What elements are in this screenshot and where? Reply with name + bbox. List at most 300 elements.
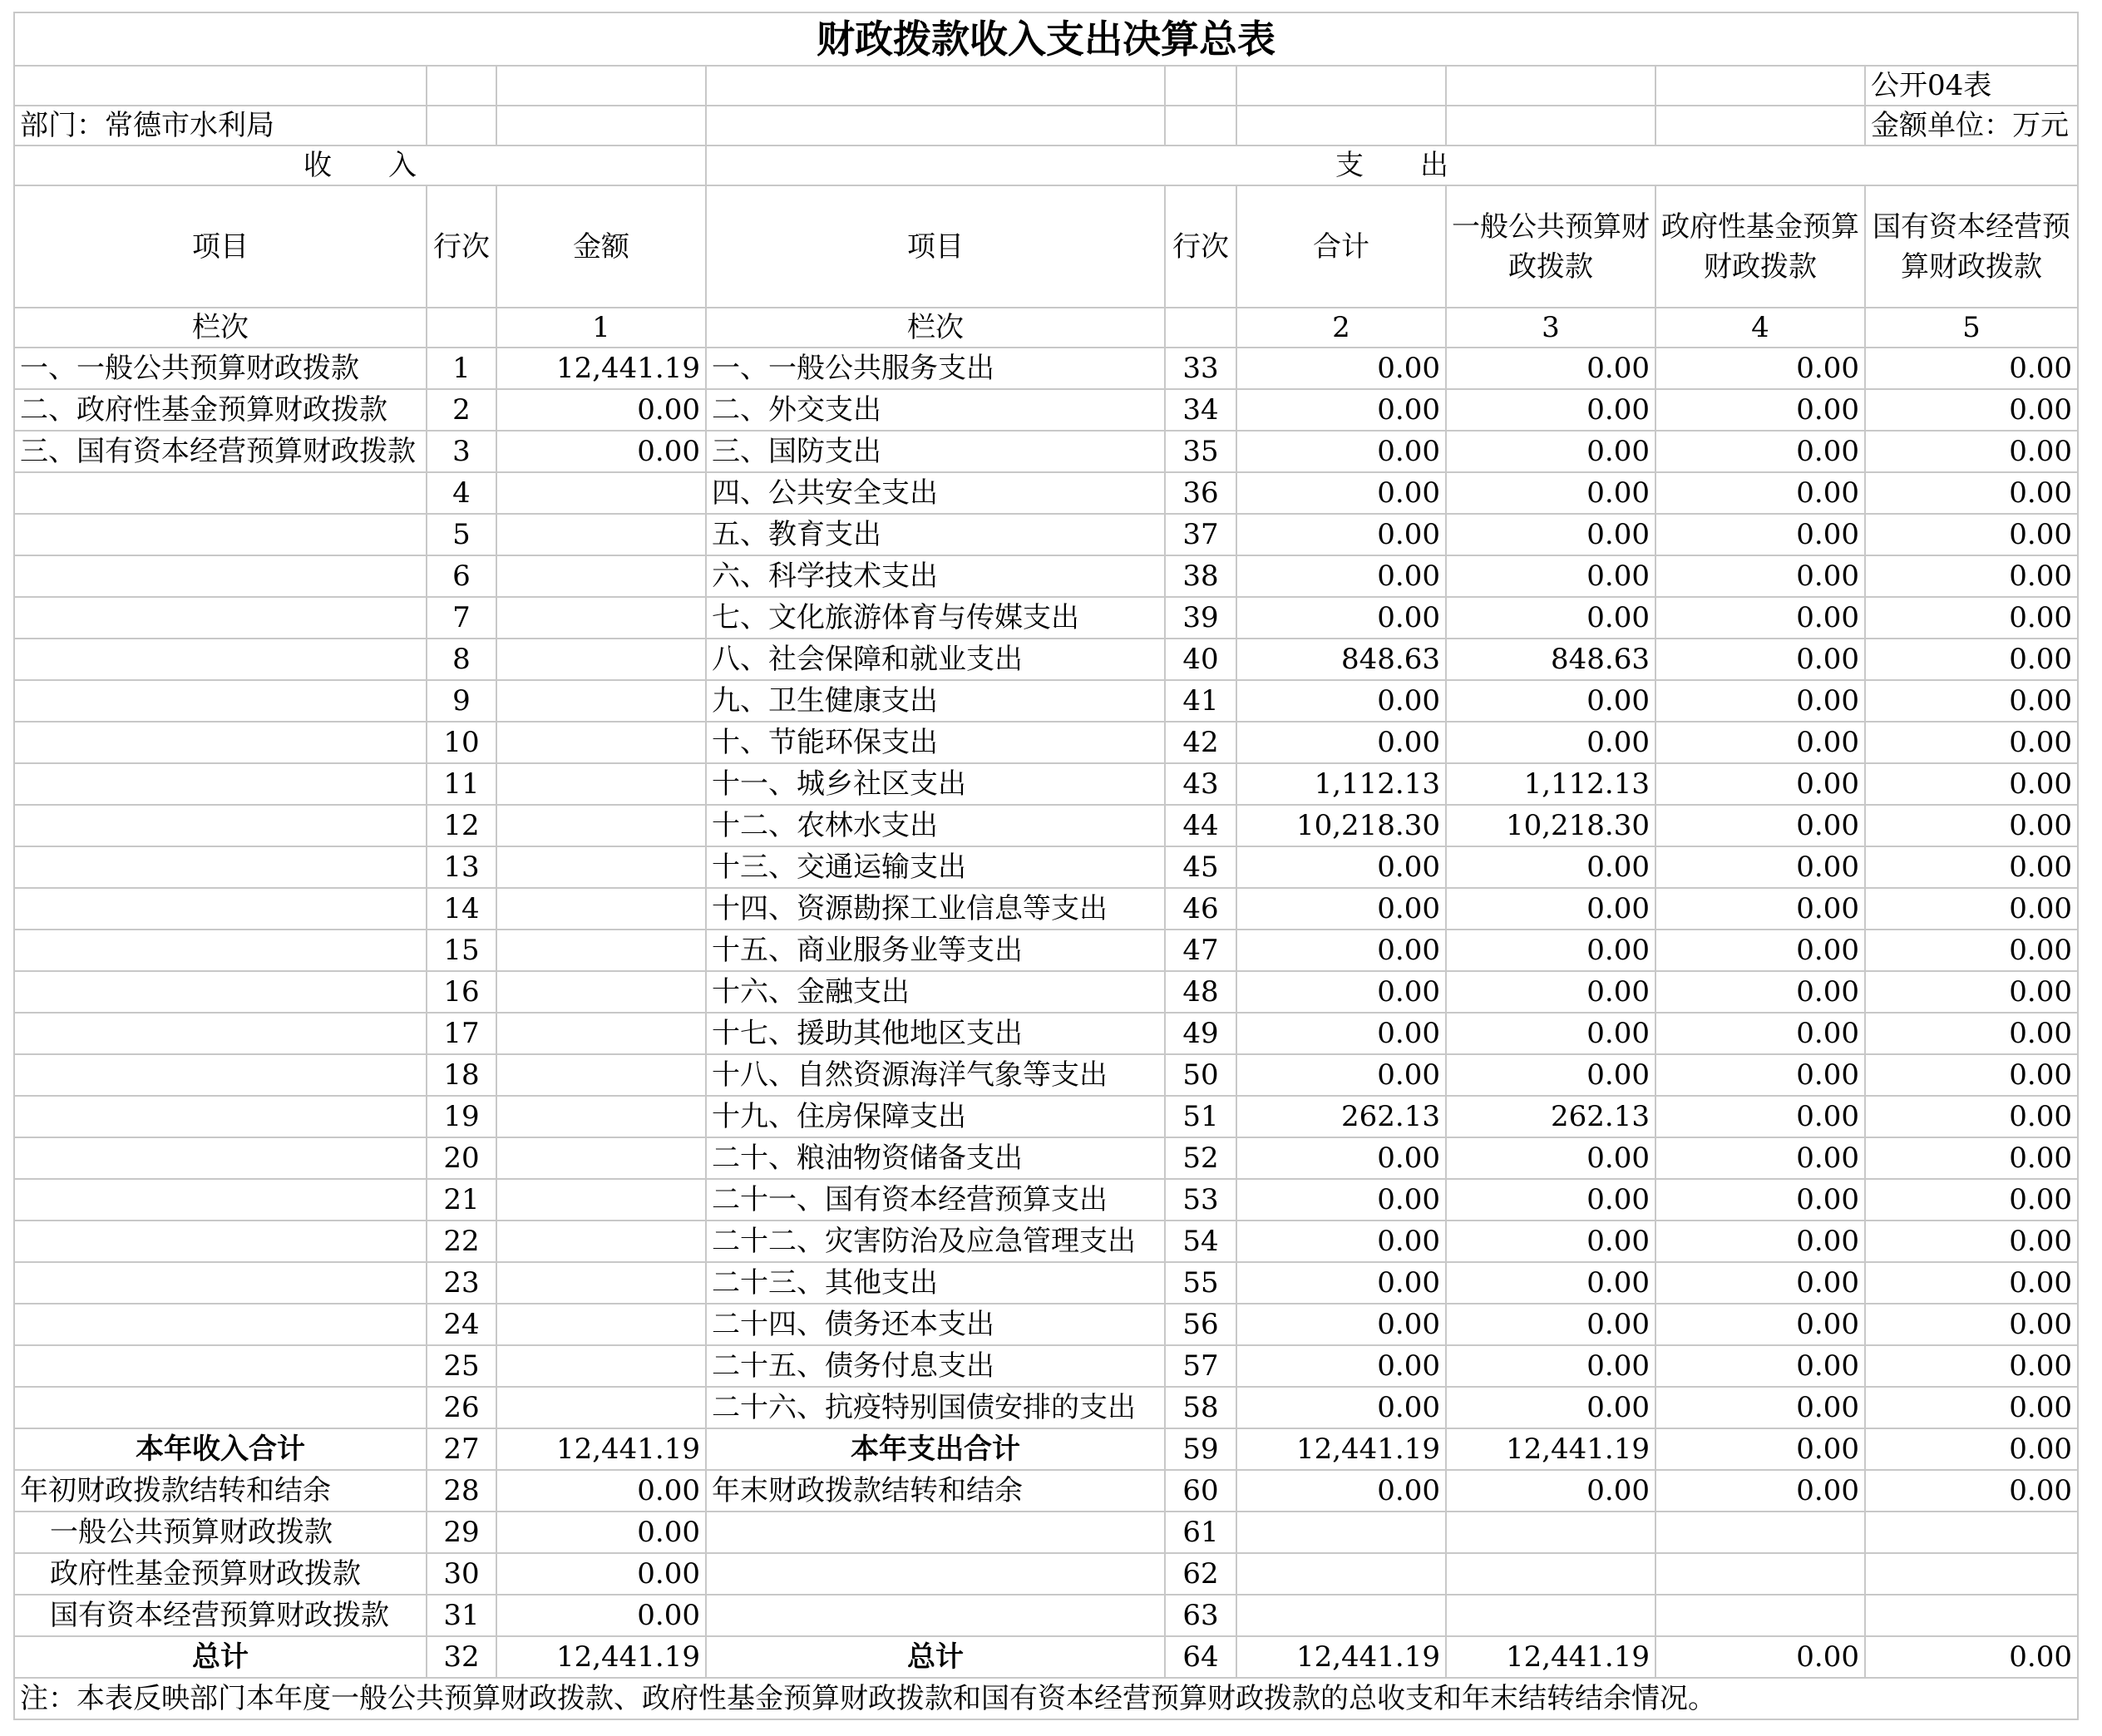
income-item-cell: 一、一般公共预算财政拨款 — [14, 348, 427, 389]
gov-fund-amount-cell: 0.00 — [1655, 639, 1865, 680]
expense-row-no-cell: 62 — [1165, 1553, 1236, 1595]
state-capital-amount-cell: 0.00 — [1865, 1304, 2078, 1345]
income-item-cell: 二、政府性基金预算财政拨款 — [14, 389, 427, 431]
expense-item-cell: 本年支出合计 — [706, 1428, 1165, 1470]
expense-total-cell: 12,441.19 — [1236, 1636, 1446, 1678]
general-budget-amount-cell: 0.00 — [1446, 971, 1655, 1013]
general-budget-amount-cell: 0.00 — [1446, 846, 1655, 888]
income-row-no-cell: 22 — [427, 1221, 496, 1262]
expense-item-cell: 十一、城乡社区支出 — [706, 763, 1165, 805]
table-row — [14, 1636, 2078, 1678]
general-budget-amount-cell: 0.00 — [1446, 1137, 1655, 1179]
general-budget-amount-cell: 0.00 — [1446, 1054, 1655, 1096]
state-capital-amount-cell: 0.00 — [1865, 555, 2078, 597]
income-amount-cell — [496, 1387, 706, 1428]
general-budget-amount-cell: 0.00 — [1446, 1304, 1655, 1345]
general-budget-header: 一般公共预算财政拨款 — [1446, 185, 1655, 308]
expense-total-cell: 0.00 — [1236, 555, 1446, 597]
expense-item-cell: 六、科学技术支出 — [706, 555, 1165, 597]
income-row-no-cell: 19 — [427, 1096, 496, 1137]
state-capital-amount-cell: 0.00 — [1865, 472, 2078, 514]
income-item-header: 项目 — [14, 185, 427, 308]
colno-3: 3 — [1446, 308, 1655, 348]
expense-row-no-cell: 47 — [1165, 930, 1236, 971]
expense-item-cell: 四、公共安全支出 — [706, 472, 1165, 514]
general-budget-amount-cell: 0.00 — [1446, 514, 1655, 555]
income-amount-cell: 12,441.19 — [496, 348, 706, 389]
income-amount-cell — [496, 1096, 706, 1137]
income-row-no-cell: 20 — [427, 1137, 496, 1179]
table-row — [14, 597, 2078, 639]
gov-fund-amount-cell: 0.00 — [1655, 846, 1865, 888]
table-row — [14, 1013, 2078, 1054]
table-row — [14, 1428, 2078, 1470]
gov-fund-amount-cell: 0.00 — [1655, 1304, 1865, 1345]
general-budget-amount-cell: 0.00 — [1446, 555, 1655, 597]
table-row — [14, 971, 2078, 1013]
state-capital-amount-cell: 0.00 — [1865, 1387, 2078, 1428]
state-capital-amount-cell: 0.00 — [1865, 763, 2078, 805]
expense-item-cell: 九、卫生健康支出 — [706, 680, 1165, 722]
expense-total-cell: 0.00 — [1236, 389, 1446, 431]
gov-fund-amount-cell: 0.00 — [1655, 514, 1865, 555]
gov-fund-amount-cell: 0.00 — [1655, 680, 1865, 722]
table-row — [14, 1262, 2078, 1304]
income-row-no-cell: 1 — [427, 348, 496, 389]
income-item-cell — [14, 1054, 427, 1096]
income-row-no-cell: 14 — [427, 888, 496, 930]
gov-fund-amount-cell: 0.00 — [1655, 348, 1865, 389]
state-capital-amount-cell: 0.00 — [1865, 930, 2078, 971]
state-capital-amount-cell: 0.00 — [1865, 1054, 2078, 1096]
income-row-no-cell: 7 — [427, 597, 496, 639]
gov-fund-amount-cell: 0.00 — [1655, 389, 1865, 431]
expense-item-cell: 二十四、债务还本支出 — [706, 1304, 1165, 1345]
expense-row-no-cell: 46 — [1165, 888, 1236, 930]
income-row-no-cell: 27 — [427, 1428, 496, 1470]
income-row-no-cell: 17 — [427, 1013, 496, 1054]
expense-total-cell: 0.00 — [1236, 514, 1446, 555]
expense-item-cell: 八、社会保障和就业支出 — [706, 639, 1165, 680]
colno-5: 5 — [1865, 308, 2078, 348]
state-capital-amount-cell: 0.00 — [1865, 1428, 2078, 1470]
state-capital-amount-cell — [1865, 1595, 2078, 1636]
table-row — [14, 1553, 2078, 1595]
income-row-no-cell: 8 — [427, 639, 496, 680]
footnote: 注：本表反映部门本年度一般公共预算财政拨款、政府性基金预算财政拨款和国有资本经营预算财政拨款的总收支和年末结转结余情况。 — [14, 1678, 2078, 1719]
expense-item-cell: 十七、援助其他地区支出 — [706, 1013, 1165, 1054]
expense-total-cell: 0.00 — [1236, 846, 1446, 888]
expense-total-cell: 0.00 — [1236, 1387, 1446, 1428]
table-row — [14, 846, 2078, 888]
income-amount-cell: 0.00 — [496, 1470, 706, 1512]
income-item-cell — [14, 639, 427, 680]
general-budget-amount-cell: 0.00 — [1446, 472, 1655, 514]
income-amount-cell: 12,441.19 — [496, 1428, 706, 1470]
income-amount-cell: 0.00 — [496, 389, 706, 431]
table-row — [14, 639, 2078, 680]
income-amount-cell — [496, 472, 706, 514]
income-amount-cell — [496, 888, 706, 930]
table-row — [14, 1387, 2078, 1428]
income-amount-cell: 12,441.19 — [496, 1636, 706, 1678]
gov-fund-amount-cell: 0.00 — [1655, 1179, 1865, 1221]
colno-2: 2 — [1236, 308, 1446, 348]
expense-item-cell: 十六、金融支出 — [706, 971, 1165, 1013]
expense-row-no-cell: 34 — [1165, 389, 1236, 431]
income-item-cell — [14, 930, 427, 971]
income-amount-cell — [496, 639, 706, 680]
expense-section-header: 支 出 — [706, 145, 2078, 185]
state-capital-amount-cell: 0.00 — [1865, 348, 2078, 389]
general-budget-amount-cell: 12,441.19 — [1446, 1636, 1655, 1678]
general-budget-amount-cell: 12,441.19 — [1446, 1428, 1655, 1470]
gov-fund-amount-cell: 0.00 — [1655, 1096, 1865, 1137]
income-row-no-cell: 3 — [427, 431, 496, 472]
gov-fund-amount-cell: 0.00 — [1655, 930, 1865, 971]
expense-total-cell: 0.00 — [1236, 1137, 1446, 1179]
gov-fund-amount-cell: 0.00 — [1655, 763, 1865, 805]
income-row-no-cell: 18 — [427, 1054, 496, 1096]
income-item-cell — [14, 1262, 427, 1304]
expense-item-cell: 二、外交支出 — [706, 389, 1165, 431]
table-row — [14, 1096, 2078, 1137]
table-row — [14, 805, 2078, 846]
expense-total-cell — [1236, 1553, 1446, 1595]
income-item-cell — [14, 1387, 427, 1428]
income-item-cell — [14, 1096, 427, 1137]
expense-total-cell: 0.00 — [1236, 722, 1446, 763]
expense-item-cell: 十四、资源勘探工业信息等支出 — [706, 888, 1165, 930]
income-row-no-cell: 26 — [427, 1387, 496, 1428]
expense-item-cell: 十、节能环保支出 — [706, 722, 1165, 763]
state-capital-amount-cell: 0.00 — [1865, 1262, 2078, 1304]
gov-fund-amount-cell: 0.00 — [1655, 1262, 1865, 1304]
expense-item-cell: 二十二、灾害防治及应急管理支出 — [706, 1221, 1165, 1262]
expense-item-cell — [706, 1553, 1165, 1595]
gov-fund-amount-cell: 0.00 — [1655, 722, 1865, 763]
expense-row-no-header: 行次 — [1165, 185, 1236, 308]
general-budget-amount-cell — [1446, 1553, 1655, 1595]
income-item-cell — [14, 722, 427, 763]
income-amount-cell: 0.00 — [496, 1553, 706, 1595]
income-row-no-cell: 15 — [427, 930, 496, 971]
expense-total-cell: 0.00 — [1236, 1221, 1446, 1262]
expense-total-cell: 0.00 — [1236, 888, 1446, 930]
state-capital-amount-cell: 0.00 — [1865, 597, 2078, 639]
expense-colno-label: 栏次 — [706, 308, 1165, 348]
gov-fund-amount-cell — [1655, 1512, 1865, 1553]
expense-total-cell: 0.00 — [1236, 348, 1446, 389]
income-amount-cell — [496, 930, 706, 971]
table-row — [14, 763, 2078, 805]
expense-total-cell: 0.00 — [1236, 597, 1446, 639]
colno-1: 1 — [496, 308, 706, 348]
state-capital-amount-cell: 0.00 — [1865, 1221, 2078, 1262]
expense-row-no-cell: 33 — [1165, 348, 1236, 389]
income-amount-cell — [496, 1013, 706, 1054]
expense-total-cell: 10,218.30 — [1236, 805, 1446, 846]
table-row — [14, 1595, 2078, 1636]
expense-total-cell: 1,112.13 — [1236, 763, 1446, 805]
income-item-cell — [14, 1179, 427, 1221]
expense-item-cell: 十三、交通运输支出 — [706, 846, 1165, 888]
state-capital-amount-cell: 0.00 — [1865, 680, 2078, 722]
state-capital-amount-cell: 0.00 — [1865, 1137, 2078, 1179]
general-budget-amount-cell: 1,112.13 — [1446, 763, 1655, 805]
income-item-cell — [14, 846, 427, 888]
expense-item-cell: 二十、粮油物资储备支出 — [706, 1137, 1165, 1179]
expense-item-cell: 一、一般公共服务支出 — [706, 348, 1165, 389]
expense-row-no-cell: 64 — [1165, 1636, 1236, 1678]
expense-total-cell: 0.00 — [1236, 1470, 1446, 1512]
state-capital-amount-cell: 0.00 — [1865, 431, 2078, 472]
table-row — [14, 1054, 2078, 1096]
gov-fund-amount-cell: 0.00 — [1655, 1636, 1865, 1678]
general-budget-amount-cell — [1446, 1512, 1655, 1553]
income-row-no-cell: 6 — [427, 555, 496, 597]
income-amount-cell — [496, 722, 706, 763]
expense-total-cell: 262.13 — [1236, 1096, 1446, 1137]
income-amount-cell — [496, 1179, 706, 1221]
expense-item-cell: 七、文化旅游体育与传媒支出 — [706, 597, 1165, 639]
table-row — [14, 514, 2078, 555]
table-row — [14, 1512, 2078, 1553]
fiscal-summary-table — [13, 12, 2079, 1720]
state-capital-amount-cell: 0.00 — [1865, 722, 2078, 763]
income-amount-cell — [496, 846, 706, 888]
income-item-cell — [14, 1304, 427, 1345]
state-capital-amount-cell: 0.00 — [1865, 1636, 2078, 1678]
income-row-no-cell: 10 — [427, 722, 496, 763]
expense-item-cell: 三、国防支出 — [706, 431, 1165, 472]
income-row-no-cell: 25 — [427, 1345, 496, 1387]
expense-item-cell: 二十一、国有资本经营预算支出 — [706, 1179, 1165, 1221]
income-amount-cell — [496, 1054, 706, 1096]
department-label: 部门：常德市水利局 — [14, 106, 427, 145]
expense-item-cell: 十八、自然资源海洋气象等支出 — [706, 1054, 1165, 1096]
general-budget-amount-cell: 0.00 — [1446, 1179, 1655, 1221]
expense-row-no-cell: 58 — [1165, 1387, 1236, 1428]
expense-total-cell: 0.00 — [1236, 472, 1446, 514]
gov-fund-amount-cell: 0.00 — [1655, 888, 1865, 930]
general-budget-amount-cell: 0.00 — [1446, 348, 1655, 389]
table-row — [14, 1221, 2078, 1262]
expense-row-no-cell: 36 — [1165, 472, 1236, 514]
expense-total-cell: 12,441.19 — [1236, 1428, 1446, 1470]
income-item-cell — [14, 597, 427, 639]
state-capital-amount-cell — [1865, 1512, 2078, 1553]
income-amount-cell — [496, 597, 706, 639]
state-capital-amount-cell: 0.00 — [1865, 1096, 2078, 1137]
table-row — [14, 722, 2078, 763]
general-budget-amount-cell: 848.63 — [1446, 639, 1655, 680]
state-capital-amount-cell — [1865, 1553, 2078, 1595]
income-item-cell — [14, 680, 427, 722]
gov-fund-amount-cell: 0.00 — [1655, 431, 1865, 472]
table-title: 财政拨款收入支出决算总表 — [14, 12, 2078, 66]
income-amount-cell: 0.00 — [496, 431, 706, 472]
income-amount-cell — [496, 763, 706, 805]
expense-total-cell: 0.00 — [1236, 431, 1446, 472]
income-section-header: 收 入 — [14, 145, 706, 185]
expense-row-no-cell: 61 — [1165, 1512, 1236, 1553]
expense-row-no-cell: 50 — [1165, 1054, 1236, 1096]
income-item-cell: 总计 — [14, 1636, 427, 1678]
state-capital-amount-cell: 0.00 — [1865, 846, 2078, 888]
state-capital-amount-cell: 0.00 — [1865, 389, 2078, 431]
income-item-cell: 一般公共预算财政拨款 — [14, 1512, 427, 1553]
income-item-cell — [14, 971, 427, 1013]
form-number: 公开04表 — [1865, 66, 2078, 106]
income-item-cell — [14, 1221, 427, 1262]
income-amount-cell — [496, 1137, 706, 1179]
gov-fund-amount-cell: 0.00 — [1655, 1428, 1865, 1470]
table-row — [14, 930, 2078, 971]
state-capital-amount-cell: 0.00 — [1865, 639, 2078, 680]
income-amount-cell — [496, 805, 706, 846]
income-row-no-cell: 28 — [427, 1470, 496, 1512]
expense-item-cell: 二十三、其他支出 — [706, 1262, 1165, 1304]
income-item-cell — [14, 1137, 427, 1179]
income-row-no-cell: 12 — [427, 805, 496, 846]
income-amount-cell: 0.00 — [496, 1512, 706, 1553]
general-budget-amount-cell: 0.00 — [1446, 722, 1655, 763]
income-amount-cell — [496, 680, 706, 722]
income-item-cell: 国有资本经营预算财政拨款 — [14, 1595, 427, 1636]
income-amount-cell — [496, 555, 706, 597]
expense-row-no-cell: 44 — [1165, 805, 1236, 846]
state-capital-amount-cell: 0.00 — [1865, 1470, 2078, 1512]
expense-row-no-cell: 59 — [1165, 1428, 1236, 1470]
general-budget-amount-cell: 0.00 — [1446, 680, 1655, 722]
expense-item-cell: 十九、住房保障支出 — [706, 1096, 1165, 1137]
general-budget-amount-cell: 262.13 — [1446, 1096, 1655, 1137]
expense-total-cell: 0.00 — [1236, 1013, 1446, 1054]
income-amount-cell — [496, 514, 706, 555]
gov-fund-amount-cell: 0.00 — [1655, 971, 1865, 1013]
expense-row-no-cell: 63 — [1165, 1595, 1236, 1636]
state-capital-amount-cell: 0.00 — [1865, 971, 2078, 1013]
general-budget-amount-cell — [1446, 1595, 1655, 1636]
table-row — [14, 348, 2078, 389]
state-capital-header: 国有资本经营预算财政拨款 — [1865, 185, 2078, 308]
income-amount-cell — [496, 1262, 706, 1304]
income-amount-cell: 0.00 — [496, 1595, 706, 1636]
gov-fund-amount-cell: 0.00 — [1655, 1054, 1865, 1096]
general-budget-amount-cell: 0.00 — [1446, 1387, 1655, 1428]
expense-item-cell: 年末财政拨款结转和结余 — [706, 1470, 1165, 1512]
table-row — [14, 1304, 2078, 1345]
general-budget-amount-cell: 0.00 — [1446, 1262, 1655, 1304]
gov-fund-amount-cell — [1655, 1595, 1865, 1636]
expense-row-no-cell: 42 — [1165, 722, 1236, 763]
general-budget-amount-cell: 0.00 — [1446, 1345, 1655, 1387]
expense-total-cell: 848.63 — [1236, 639, 1446, 680]
gov-fund-header: 政府性基金预算财政拨款 — [1655, 185, 1865, 308]
expense-row-no-cell: 51 — [1165, 1096, 1236, 1137]
income-item-cell — [14, 1013, 427, 1054]
general-budget-amount-cell: 0.00 — [1446, 597, 1655, 639]
expense-item-cell: 总计 — [706, 1636, 1165, 1678]
expense-row-no-cell: 48 — [1165, 971, 1236, 1013]
income-item-cell: 三、国有资本经营预算财政拨款 — [14, 431, 427, 472]
expense-row-no-cell: 57 — [1165, 1345, 1236, 1387]
state-capital-amount-cell: 0.00 — [1865, 514, 2078, 555]
income-row-no-cell: 29 — [427, 1512, 496, 1553]
state-capital-amount-cell: 0.00 — [1865, 805, 2078, 846]
expense-row-no-cell: 52 — [1165, 1137, 1236, 1179]
expense-row-no-cell: 43 — [1165, 763, 1236, 805]
table-row — [14, 555, 2078, 597]
income-amount-cell — [496, 971, 706, 1013]
expense-item-cell — [706, 1595, 1165, 1636]
income-row-no-cell: 13 — [427, 846, 496, 888]
expense-total-cell: 0.00 — [1236, 1345, 1446, 1387]
expense-row-no-cell: 39 — [1165, 597, 1236, 639]
income-item-cell — [14, 888, 427, 930]
expense-total-cell: 0.00 — [1236, 971, 1446, 1013]
gov-fund-amount-cell: 0.00 — [1655, 597, 1865, 639]
expense-row-no-cell: 56 — [1165, 1304, 1236, 1345]
table-row — [14, 1137, 2078, 1179]
income-row-no-cell: 5 — [427, 514, 496, 555]
income-row-no-header: 行次 — [427, 185, 496, 308]
income-item-cell — [14, 1345, 427, 1387]
gov-fund-amount-cell: 0.00 — [1655, 1345, 1865, 1387]
income-item-cell: 政府性基金预算财政拨款 — [14, 1553, 427, 1595]
unit-label: 金额单位：万元 — [1865, 106, 2078, 145]
expense-row-no-cell: 49 — [1165, 1013, 1236, 1054]
expense-item-cell: 二十六、抗疫特别国债安排的支出 — [706, 1387, 1165, 1428]
income-amount-cell — [496, 1345, 706, 1387]
income-row-no-cell: 11 — [427, 763, 496, 805]
income-row-no-cell: 4 — [427, 472, 496, 514]
income-row-no-cell: 31 — [427, 1595, 496, 1636]
expense-row-no-cell: 53 — [1165, 1179, 1236, 1221]
total-header: 合计 — [1236, 185, 1446, 308]
state-capital-amount-cell: 0.00 — [1865, 1345, 2078, 1387]
income-row-no-cell: 23 — [427, 1262, 496, 1304]
expense-total-cell: 0.00 — [1236, 680, 1446, 722]
gov-fund-amount-cell: 0.00 — [1655, 1013, 1865, 1054]
general-budget-amount-cell: 0.00 — [1446, 1013, 1655, 1054]
general-budget-amount-cell: 0.00 — [1446, 431, 1655, 472]
expense-item-cell — [706, 1512, 1165, 1553]
table-row — [14, 472, 2078, 514]
income-row-no-cell: 30 — [427, 1553, 496, 1595]
gov-fund-amount-cell: 0.00 — [1655, 805, 1865, 846]
gov-fund-amount-cell — [1655, 1553, 1865, 1595]
income-amount-cell — [496, 1304, 706, 1345]
income-row-no-cell: 32 — [427, 1636, 496, 1678]
income-amount-header: 金额 — [496, 185, 706, 308]
income-item-cell — [14, 514, 427, 555]
expense-row-no-cell: 38 — [1165, 555, 1236, 597]
state-capital-amount-cell: 0.00 — [1865, 1013, 2078, 1054]
state-capital-amount-cell: 0.00 — [1865, 888, 2078, 930]
income-item-cell — [14, 555, 427, 597]
expense-row-no-cell: 54 — [1165, 1221, 1236, 1262]
expense-item-cell: 十二、农林水支出 — [706, 805, 1165, 846]
expense-item-cell: 二十五、债务付息支出 — [706, 1345, 1165, 1387]
gov-fund-amount-cell: 0.00 — [1655, 472, 1865, 514]
expense-item-header: 项目 — [706, 185, 1165, 308]
expense-row-no-cell: 40 — [1165, 639, 1236, 680]
table-row — [14, 1179, 2078, 1221]
income-row-no-cell: 9 — [427, 680, 496, 722]
table-row — [14, 888, 2078, 930]
